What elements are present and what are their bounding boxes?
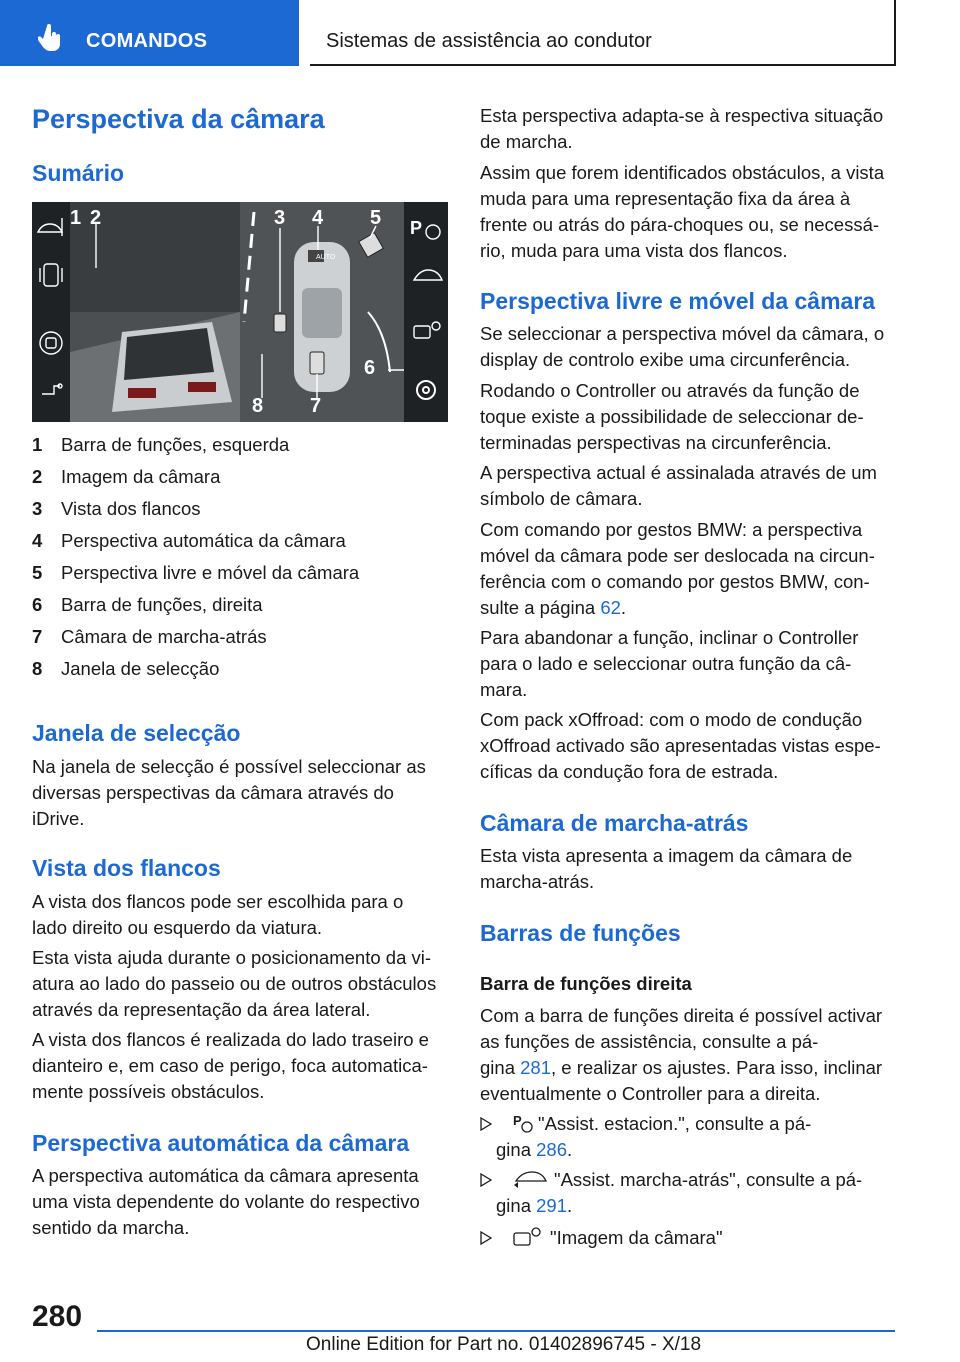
list-item: "Imagem da câmara" [480, 1227, 898, 1253]
paragraph-automatica-1: A perspectiva automática da câmara apresenta uma vista dependente do volante do respectivo sentido da marcha. [32, 1165, 420, 1238]
camera-settings-icon [512, 1225, 544, 1249]
tab-comandos[interactable] [0, 0, 299, 66]
heading-barras: Barras de funções [480, 920, 681, 946]
heading-livre: Perspectiva livre e móvel da câmara [480, 288, 876, 314]
paragraph-janela: Na janela de selecção é possível seleccionar as diversas perspectivas da câmara através do iDrive. [32, 756, 426, 829]
tab-section[interactable] [310, 0, 896, 66]
figure-label-3: 3 [274, 207, 286, 229]
left-function-bar [32, 202, 70, 422]
page-title: Perspectiva da câmara [32, 104, 325, 134]
hand-pointer-icon [38, 24, 64, 52]
paragraph-barras: Com a barra de funções direita é possível activar as funções de assistência, consulte a pá- gina 281, e realizar os ajustes. Para isso, inclinar eventualmente o Controller para a direita. [480, 1005, 883, 1104]
triangle-bullet-icon [480, 1231, 492, 1245]
page-link-286[interactable]: 286 [536, 1139, 567, 1160]
triangle-bullet-icon [480, 1117, 492, 1131]
paragraph-automatica-2: Esta perspectiva adapta-se à respectiva situação de marcha. [480, 105, 884, 152]
section-title: Sistemas de assistência ao condutor [326, 30, 652, 52]
figure-label-5: 5 [370, 207, 382, 229]
heading-sumario: Sumário [32, 160, 125, 186]
heading-automatica: Perspectiva automática da câmara [32, 1130, 410, 1156]
heading-flancos: Vista dos flancos [32, 855, 221, 881]
figure-label-4: 4 [312, 207, 324, 229]
figure-label-6: 6 [364, 357, 376, 379]
page-link-62[interactable]: 62 [600, 597, 621, 618]
paragraph-livre-2: Rodando o Controller ou através da função de toque existe a possibilidade de seleccionar de- terminadas perspectivas na circunferência. [480, 380, 864, 453]
camera-display-illustration [32, 202, 448, 422]
parking-assist-icon [512, 1111, 536, 1135]
svg-text:P: P [410, 218, 423, 238]
paragraph-livre-6: Com pack xOffroad: com o modo de condução xOffroad activado são apresentadas vistas espe- cíficas da condução fora de estrada. [480, 709, 881, 782]
paragraph-livre-1: Se seleccionar a perspectiva móvel da câmara, o display de controlo exibe uma circunferência. [480, 323, 885, 370]
reverse-assist-icon [512, 1169, 548, 1189]
paragraph-livre-4: Com comando por gestos BMW: a perspectiva móvel da câmara pode ser deslocada na circun- ferência com o comando por gestos BMW, con- sulte a página 62. [480, 519, 875, 618]
paragraph-livre-5: Para abandonar a função, inclinar o Controller para o lado e seleccionar outra função da câ- mara. [480, 627, 859, 700]
figure-auto-badge: AUTO [316, 254, 336, 261]
footer-edition: Online Edition for Part no. 01402896745 - X/18 [306, 1334, 702, 1355]
page-link-291[interactable]: 291 [536, 1195, 567, 1216]
figure-label-7: 7 [310, 395, 322, 417]
camera-display-figure [32, 202, 448, 422]
paragraph-marcha: Esta vista apresenta a imagem da câmara de marcha-atrás. [480, 845, 853, 892]
figure-label-1: 1 [70, 207, 82, 229]
tab-comandos-label: COMANDOS [86, 30, 208, 52]
footer-divider [97, 1330, 895, 1332]
page-header [0, 0, 960, 66]
paragraph-flancos-2: Esta vista ajuda durante o posicionamento da vi- atura ao lado do passeio ou de outros obstáculos através da representação da área lateral. [32, 947, 437, 1020]
list-item: P "Assist. estacion.", consulte a pá- gina 286. [480, 1113, 898, 1165]
figure-label-8: 8 [252, 395, 264, 417]
paragraph-livre-3: A perspectiva actual é assinalada através de um símbolo de câmara. [480, 462, 877, 509]
paragraph-flancos-1: A vista dos flancos pode ser escolhida para o lado direito ou esquerdo da viatura. [32, 891, 404, 938]
heading-marcha: Câmara de marcha-atrás [480, 810, 749, 836]
paragraph-flancos-3: A vista dos flancos é realizada do lado traseiro e dianteiro e, em caso de perigo, foca automatica- mente possíveis obstáculos. [32, 1029, 429, 1102]
svg-text:P: P [513, 1113, 522, 1128]
list-item: "Assist. marcha-atrás", consulte a pá- gina 291. [480, 1169, 898, 1221]
triangle-bullet-icon [480, 1173, 492, 1187]
subheading-barra-direita: Barra de funções direita [480, 973, 692, 994]
page-link-281[interactable]: 281 [520, 1057, 551, 1078]
heading-janela: Janela de selecção [32, 720, 241, 746]
page-number: 280 [32, 1300, 83, 1333]
paragraph-automatica-3: Assim que forem identificados obstáculos, a vista muda para uma representação fixa da área à frente ou atrás do pára-choques ou, se necessá- rio, muda para uma vista dos flancos. [480, 162, 885, 261]
figure-label-2: 2 [90, 207, 102, 229]
